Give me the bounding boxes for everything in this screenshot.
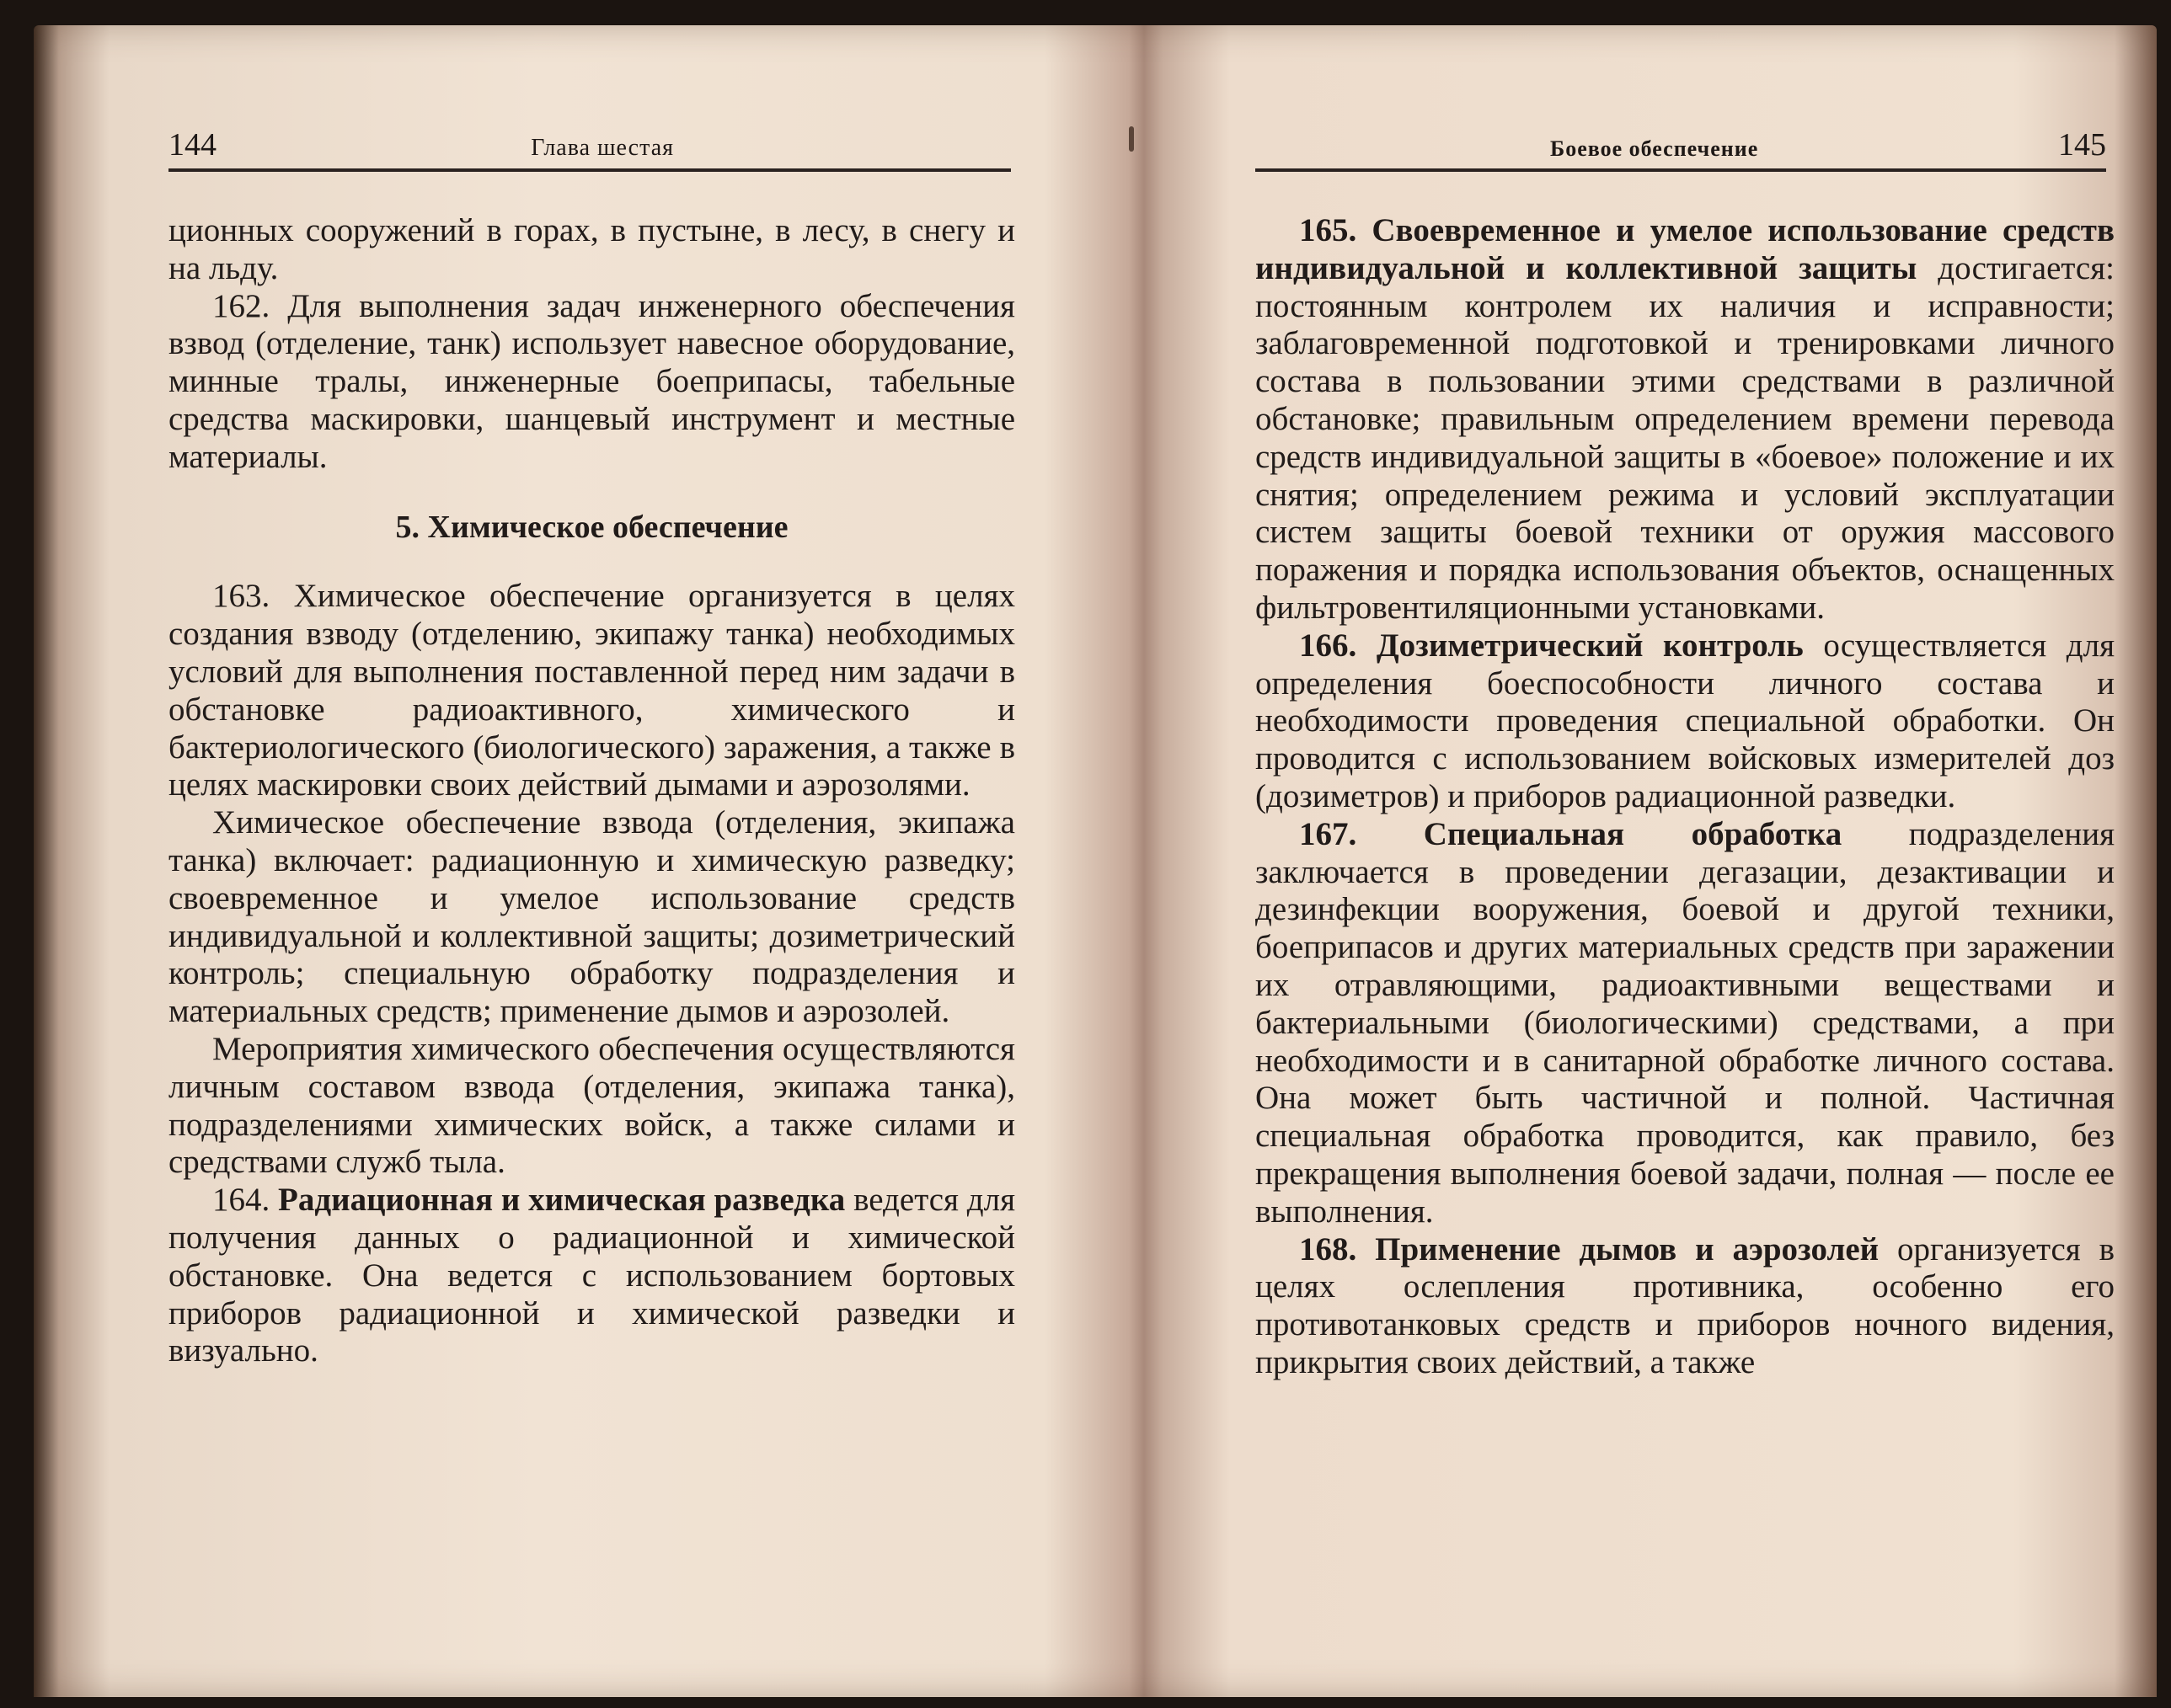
paragraph-number: 166. — [1299, 627, 1357, 664]
paragraph-number: 164. — [212, 1182, 270, 1219]
paragraph-167 — [1255, 816, 2115, 1231]
paragraph-165 — [1255, 212, 2115, 627]
paragraph-number: 167. — [1299, 815, 1357, 852]
paragraph-162: 162. Для выполнения задач инженерного обеспечения взвод (отделение, танк) использует навесное оборудование, минные тралы, инженерные боеприпасы, табельные средства маскировки, шанцевый инструмент и местные материалы. — [168, 287, 1015, 475]
gutter-shadow — [1129, 126, 1134, 152]
left-page-header — [168, 109, 1011, 172]
page-number: 145 — [2058, 127, 2106, 163]
page-number: 144 — [168, 127, 217, 163]
paragraph-168 — [1255, 1231, 2115, 1382]
paragraph-number: 165. — [1299, 212, 1357, 248]
paragraph-term: Радиационная и химическая разведка — [278, 1182, 846, 1219]
right-page-header — [1255, 109, 2106, 172]
paragraph-term: Применение дымов и аэрозолей — [1375, 1230, 1880, 1268]
paragraph-term: Дозиметрический контроль — [1376, 627, 1804, 664]
running-head: Глава шестая — [531, 135, 674, 161]
left-page — [67, 25, 1112, 1697]
paragraph-164 — [168, 1182, 1015, 1370]
section-heading: 5. Химическое обеспечение — [395, 509, 789, 545]
paragraph-term: Своевременное и умелое использование средств индивидуальной и коллективной защиты — [1255, 212, 2115, 286]
paragraph-body: осуществляется для определения боеспособности личного состава и необходимости проведения специальной обработки. Он проводится с использованием войсковых измерителей доз (дозиметров) и приборов радиационной разведки. — [1255, 627, 2115, 814]
running-head: Боевое обеспечение — [1550, 136, 1759, 161]
paragraph-fragment: ционных сооружений в горах, в пустыне, в лесу, в снегу и на льду. — [168, 212, 1015, 286]
paragraph-body: подразделения заключается в проведении дегазации, дезактивации и дезинфекции вооружения, боевой и другой техники, боеприпасов и других материальных средств при заражении их отравляющими, радиоактивными веществами и бактериальными (биологическими) средствами, а при необходимости и в санитарной обработке личного состава. Она может быть частичной и полной. Частичная специальная обработка проводится, как правило, без прекращения выполнения боевой задачи, полная — после ее выполнения. — [1255, 815, 2115, 1230]
paragraph-body: ведется для получения данных о радиационной и химической обстановке. Она ведется с использованием бортовых приборов радиационной и химической разведки и визуально. — [168, 1182, 1016, 1369]
paragraph-163-contents: Химическое обеспечение взвода (отделения, экипажа танка) включает: радиационную и химическую разведку; своевременное и умелое использование средств индивидуальной и коллективной защиты; дозиметрический контроль; специальную обработку подразделения и материальных средств; применение дымов и аэрозолей. — [168, 804, 1015, 1030]
paragraph-166 — [1255, 627, 2115, 816]
book-spread — [34, 25, 2157, 1697]
paragraph-term: Специальная обработка — [1423, 815, 1842, 852]
paragraph-163-measures: Мероприятия химического обеспечения осуществляются личным составом взвода (отделения, экипажа танка), подразделениями химических войск, а также силами и средствами служб тыла. — [168, 1030, 1015, 1181]
paragraph-number: 168. — [1299, 1230, 1357, 1268]
paragraph-163: 163. Химическое обеспечение организуется в целях создания взводу (отделению, экипажу танка) необходимых условий для выполнения поставленной перед ним задачи в обстановке радиоактивного, химического и бактериологического (биологического) заражения, а также в целях маскировки своих действий дымами и аэрозолями. — [168, 578, 1015, 803]
right-page-body — [1255, 212, 2115, 1382]
paragraph-body: достигается: постоянным контролем их наличия и исправности; заблаговременной подготовкой и тренировками личного состава в пользовании этими средствами в различной обстановке; правильным определением времени перевода средств индивидуальной защиты в «боевое» положение и их снятия; определением режима и условий эксплуатации систем защиты боевой техники от оружия массового поражения и порядка использования объектов, оснащенных фильтровентиляционными установками. — [1255, 249, 2115, 626]
left-page-body — [168, 212, 1015, 1370]
paragraph-body: организуется в целях ослепления противника, особенно его противотанковых средств и приборов ночного видения, прикрытия своих действий, а также — [1255, 1230, 2115, 1380]
right-page — [1163, 25, 2157, 1697]
